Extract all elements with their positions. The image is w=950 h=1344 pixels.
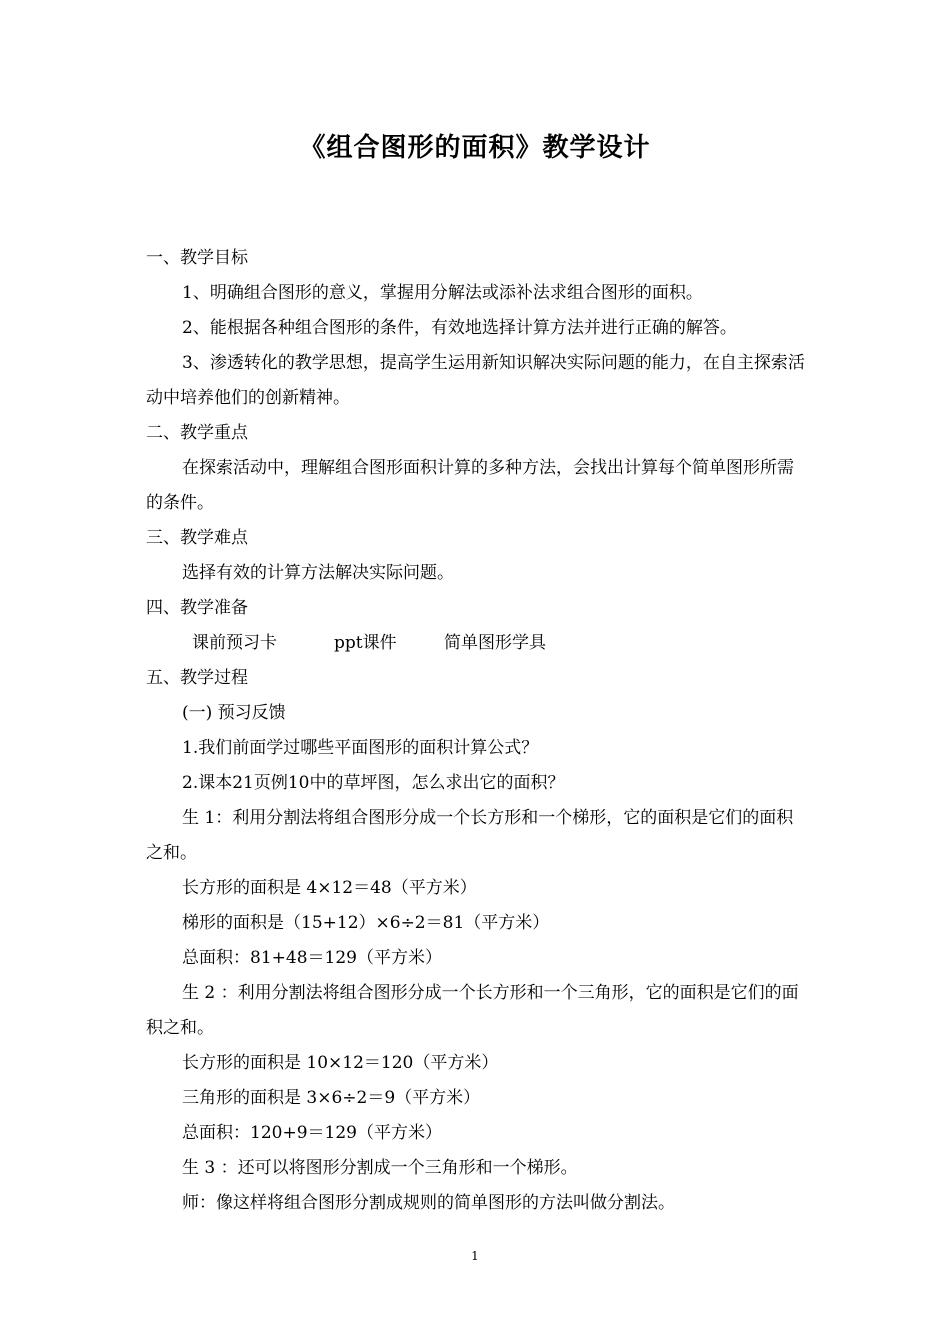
preparation-item: 简单图形学具 [444, 633, 546, 653]
student-2-step-rectangle: 长方形的面积是 10×12＝120（平方米） [182, 1053, 499, 1073]
subsection-heading-preview: (一) 预习反馈 [182, 703, 286, 723]
section-heading-key-points: 二、教学重点 [146, 423, 248, 443]
question-2: 2.课本21页例10中的草坪图，怎么求出它的面积？ [182, 773, 565, 793]
teacher-summary: 师：像这样将组合图形分割成规则的简单图形的方法叫做分割法。 [182, 1193, 675, 1213]
student-1-step-trapezoid: 梯形的面积是（15+12）×6÷2＝81（平方米） [182, 913, 550, 933]
student-1-answer: 生 1：利用分割法将组合图形分成一个长方形和一个梯形，它的面积是它们的面积之和。 [146, 808, 794, 863]
goal-item-2: 2、能根据各种组合图形的条件，有效地选择计算方法并进行正确的解答。 [182, 318, 737, 338]
document-body [146, 241, 810, 1221]
preparation-list [146, 626, 810, 661]
section-heading-difficulties: 三、教学难点 [146, 528, 248, 548]
student-1-step-total: 总面积：81+48＝129（平方米） [182, 948, 442, 968]
preparation-item: 课前预习卡 [192, 633, 277, 653]
question-1: 1.我们前面学过哪些平面图形的面积计算公式？ [182, 738, 539, 758]
student-2-step-total: 总面积：120+9＝129（平方米） [182, 1123, 442, 1143]
section-heading-goals: 一、教学目标 [146, 248, 248, 268]
student-3-answer: 生 3 ：还可以将图形分割成一个三角形和一个梯形。 [182, 1158, 578, 1178]
goal-item-1: 1、明确组合图形的意义，掌握用分解法或添补法求组合图形的面积。 [182, 283, 703, 303]
section-heading-process: 五、教学过程 [146, 668, 248, 688]
document-title: 《组合图形的面积》教学设计 [299, 133, 651, 163]
student-1-step-rectangle: 长方形的面积是 4×12＝48（平方米） [182, 878, 477, 898]
section-heading-preparation: 四、教学准备 [146, 598, 248, 618]
goal-item-3: 3、渗透转化的教学思想，提高学生运用新知识解决实际问题的能力，在自主探索活动中培养他们的创新精神。 [146, 353, 805, 408]
student-2-step-triangle: 三角形的面积是 3×6÷2＝9（平方米） [182, 1088, 481, 1108]
student-2-answer: 生 2 ：利用分割法将组合图形分成一个长方形和一个三角形，它的面积是它们的面积之和。 [146, 983, 799, 1038]
difficulty-text: 选择有效的计算方法解决实际问题。 [182, 563, 454, 583]
preparation-item: ppt课件 [334, 633, 397, 653]
key-point-text: 在探索活动中，理解组合图形面积计算的多种方法，会找出计算每个简单图形所需的条件。 [146, 458, 794, 513]
page-number: 1 [471, 1249, 479, 1263]
